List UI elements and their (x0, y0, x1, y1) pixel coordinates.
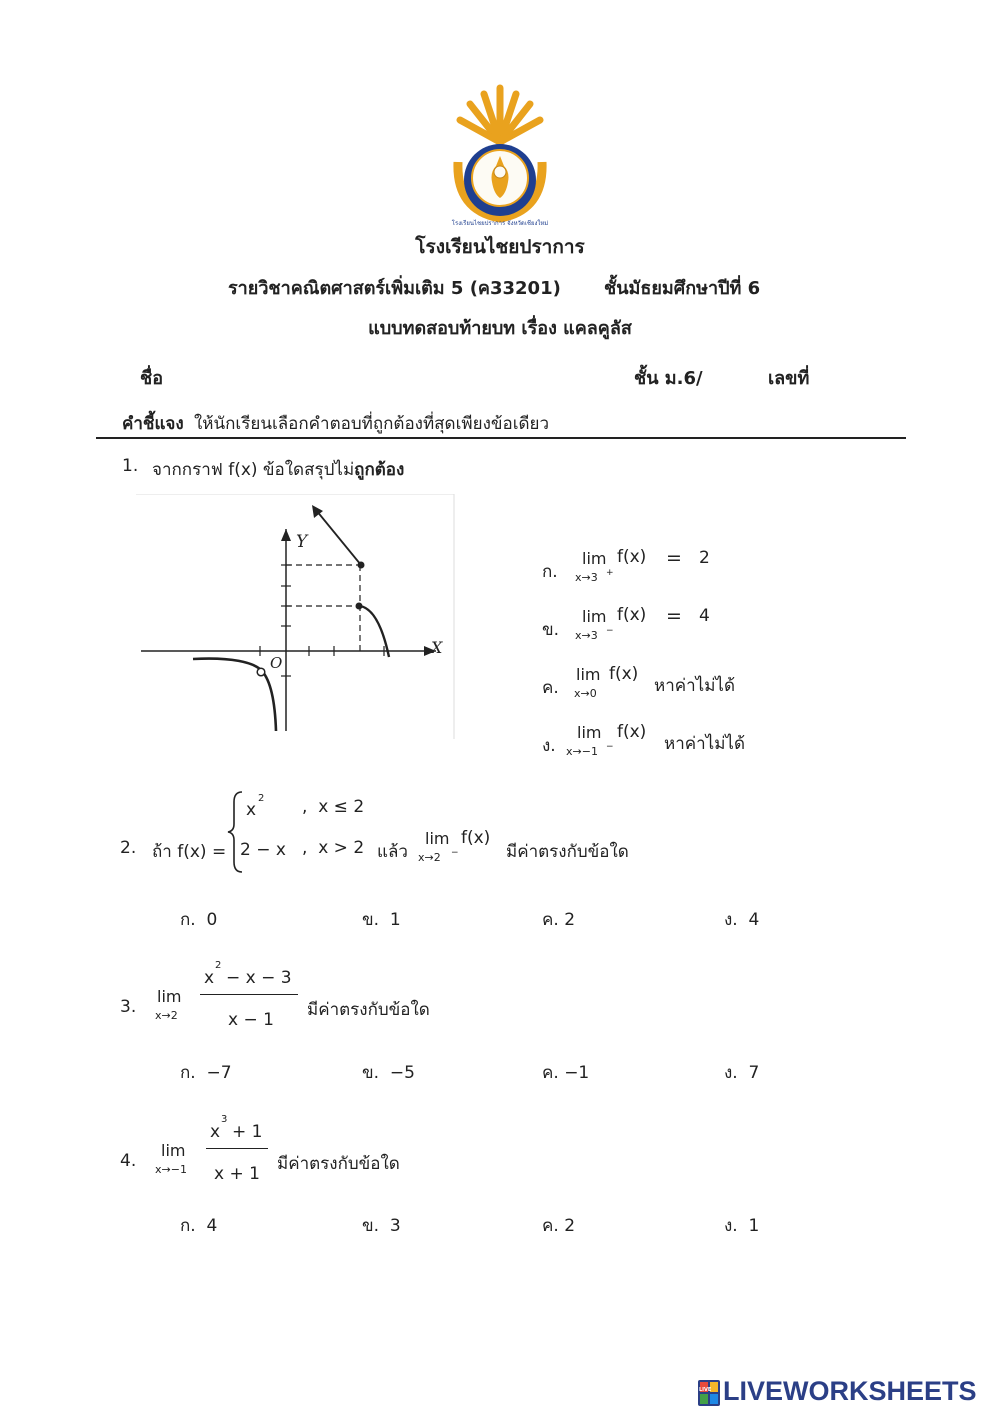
choice-key: ง. (542, 736, 556, 756)
q2-choice-3[interactable] (542, 906, 575, 933)
instructions-label: คำชี้แจง (122, 414, 184, 434)
closed-dot-lower (356, 603, 363, 610)
q3-fraction-bar (200, 994, 298, 995)
limit-value: 2 (699, 548, 710, 568)
case1-condition: , x ≤ 2 (302, 797, 365, 817)
choice-key: ก. (180, 910, 196, 930)
q4-lim-word: lim (161, 1141, 186, 1160)
badge-text: LIVE (699, 1387, 712, 1393)
q2-lim-function: f(x) (461, 828, 491, 848)
q3-numerator-exponent: 2 (215, 960, 222, 971)
q2-then: แล้ว (377, 842, 408, 862)
subject-name: รายวิชาคณิตศาสตร์เพิ่มเติม 5 (ค33201) (228, 278, 561, 299)
q4-numerator-exponent: 3 (221, 1114, 228, 1125)
lim-superscript: − (606, 742, 614, 752)
liveworksheets-badge (698, 1380, 720, 1406)
q2-lim-superscript: − (451, 848, 459, 858)
q3-denominator: x − 1 (228, 1010, 274, 1030)
choice-key: ง. (724, 1216, 738, 1236)
test-title: แบบทดสอบท้ายบท เรื่อง แคลคูลัส (368, 318, 632, 339)
x-axis-label: X (431, 638, 443, 657)
q1-bold: ถูกต้อง (354, 460, 405, 480)
lim-function: f(x) (617, 722, 647, 742)
q2-choice-4[interactable] (724, 906, 759, 933)
q4-lim-subscript: x→−1 (155, 1163, 187, 1176)
q3-number: 3. (120, 997, 137, 1017)
equals-sign: = (666, 605, 682, 627)
lim-word: lim (582, 549, 607, 568)
q1-number: 1. (122, 456, 139, 476)
name-label: ชื่อ (140, 368, 164, 389)
logo-sunrays (460, 88, 540, 142)
q1-graph (136, 494, 456, 739)
equals-sign: = (666, 547, 682, 569)
class-label: ชั้น ม.6/ (634, 368, 703, 389)
q4-numerator-var: x (210, 1122, 221, 1142)
guide-lines (286, 565, 361, 651)
lim-subscript: x→3 (575, 571, 598, 584)
q3-choice-1[interactable] (180, 1059, 232, 1086)
q3-choice-4[interactable] (724, 1059, 759, 1086)
y-axis-label: Y (296, 532, 308, 552)
q1-text: จากกราฟ f(x) ข้อใดสรุปไม่ (152, 460, 355, 480)
choice-key: ก. (542, 562, 558, 582)
q3-numerator-rest: − x − 3 (226, 968, 292, 988)
q4-numerator-rest: + 1 (232, 1122, 263, 1142)
q3-choice-2[interactable] (362, 1059, 415, 1086)
q2-lim-subscript: x→2 (418, 851, 441, 864)
q3-lim-subscript: x→2 (155, 1009, 178, 1022)
choice-value: 1 (748, 1216, 760, 1236)
q3-numerator-var: x (204, 968, 215, 988)
choice-value: 7 (748, 1063, 760, 1083)
choice-value: −7 (206, 1063, 232, 1083)
limit-value: 4 (699, 606, 710, 626)
case2-expression: 2 − x (240, 840, 286, 860)
badge-icon (698, 1380, 720, 1406)
choice-key: ก. (180, 1216, 196, 1236)
choice-value: 4 (206, 1216, 218, 1236)
case2-condition: , x > 2 (302, 838, 365, 858)
lim-word: lim (576, 665, 601, 684)
q4-number: 4. (120, 1151, 137, 1171)
choice-key: ข. (362, 1063, 380, 1083)
choice-value: 1 (389, 910, 401, 930)
q2-choice-1[interactable] (180, 906, 217, 933)
choice-value: 0 (206, 910, 218, 930)
choice-value: 2 (564, 1216, 576, 1236)
choice-key: ข. (362, 1216, 380, 1236)
lim-function: f(x) (617, 547, 647, 567)
closed-dot-upper (358, 562, 365, 569)
choice-value: 4 (748, 910, 760, 930)
instructions-text: ให้นักเรียนเลือกคำตอบที่ถูกต้องที่สุดเพียงข้อเดียว (194, 414, 550, 434)
lim-subscript: x→3 (575, 629, 598, 642)
choice-key: ค. (542, 910, 559, 930)
choice-key: ข. (362, 910, 380, 930)
q3-tail: มีค่าตรงกับข้อใด (307, 1000, 430, 1020)
school-logo (448, 82, 552, 230)
choice-key: ค. (542, 678, 559, 698)
case1-expression: x (246, 800, 257, 820)
school-name: โรงเรียนไชยปราการ (415, 236, 585, 258)
lim-word: lim (577, 723, 602, 742)
q3-choice-3[interactable] (542, 1059, 589, 1086)
q4-tail: มีค่าตรงกับข้อใด (277, 1154, 400, 1174)
choice-value: −1 (564, 1063, 590, 1083)
origin-label: O (270, 654, 283, 672)
q4-choice-4[interactable] (724, 1212, 759, 1239)
lim-superscript: − (606, 626, 614, 636)
choice-suffix: หาค่าไม่ได้ (664, 734, 746, 754)
choice-key: ก. (180, 1063, 196, 1083)
lim-function: f(x) (609, 664, 639, 684)
choice-value: −5 (389, 1063, 415, 1083)
logo-figure-head (494, 166, 506, 178)
lim-subscript: x→0 (574, 687, 597, 700)
choice-key: ค. (542, 1063, 559, 1083)
q4-choice-3[interactable] (542, 1212, 575, 1239)
choice-key: ง. (724, 910, 738, 930)
q1-question (152, 456, 404, 483)
q3-lim-word: lim (157, 987, 182, 1006)
y-axis-arrow (281, 529, 291, 541)
q4-denominator: x + 1 (214, 1164, 260, 1184)
number-label: เลขที่ (768, 368, 810, 389)
choice-value: 2 (564, 910, 576, 930)
liveworksheets-brand[interactable]: LIVEWORKSHEETS (723, 1376, 977, 1406)
choice-key: ค. (542, 1216, 559, 1236)
lim-function: f(x) (617, 605, 647, 625)
choice-value: 3 (389, 1216, 401, 1236)
q2-lim-word: lim (425, 829, 450, 848)
q4-choice-2[interactable] (362, 1212, 401, 1239)
piecewise-brace (226, 790, 246, 874)
header-divider (96, 437, 906, 439)
logo-text: โรงเรียนไชยปราการ จังหวัดเชียงใหม่ (451, 220, 549, 227)
q4-choice-1[interactable] (180, 1212, 217, 1239)
choice-suffix: หาค่าไม่ได้ (654, 676, 736, 696)
q2-number: 2. (120, 838, 137, 858)
grade-level: ชั้นมัธยมศึกษาปีที่ 6 (604, 278, 761, 299)
choice-key: ง. (724, 1063, 738, 1083)
q2-tail: มีค่าตรงกับข้อใด (506, 842, 629, 862)
case1-exponent: 2 (258, 793, 265, 804)
choice-key: ข. (542, 620, 560, 640)
q2-prefix: ถ้า f(x) = (152, 842, 227, 862)
lim-subscript: x→−1 (566, 745, 598, 758)
upper-ray (316, 510, 361, 565)
q2-choice-2[interactable] (362, 906, 401, 933)
lim-word: lim (582, 607, 607, 626)
right-branch-curve (360, 606, 389, 657)
q4-fraction-bar (206, 1148, 268, 1149)
lim-superscript: + (606, 568, 614, 578)
open-dot (257, 668, 265, 676)
